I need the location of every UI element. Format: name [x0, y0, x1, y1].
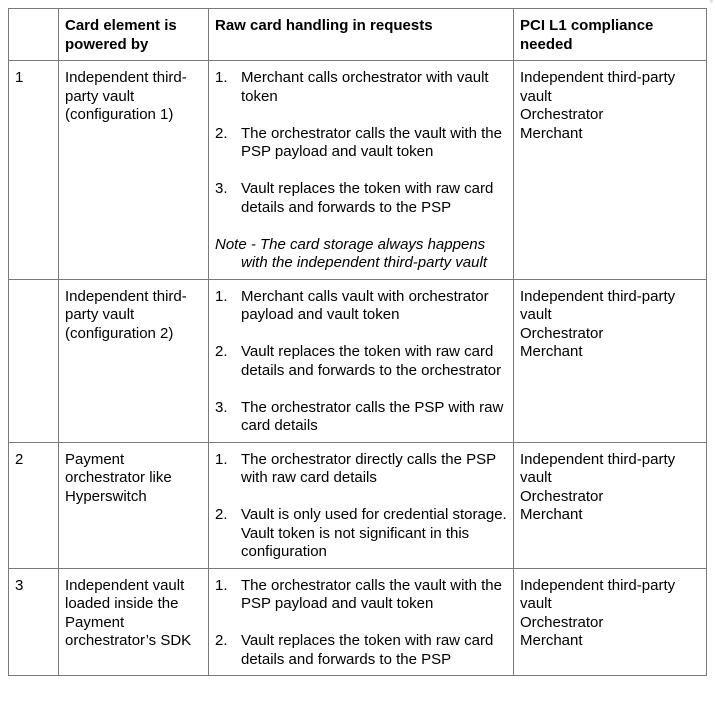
- step-text: Merchant calls orchestrator with vault token: [241, 69, 489, 105]
- raw-card-handling-cell: [209, 61, 514, 280]
- raw-card-handling-cell: [209, 279, 514, 442]
- raw-card-handling-cell: [209, 442, 514, 568]
- compliance-item: Orchestrator: [520, 324, 604, 342]
- header-index: [9, 9, 59, 61]
- compliance-item: Merchant: [520, 124, 583, 142]
- list-item: [215, 125, 507, 162]
- row-index: 3: [9, 568, 59, 676]
- row-index: 2: [9, 442, 59, 568]
- step-text: The orchestrator calls the vault with the PSP payload and vault token: [241, 124, 502, 160]
- compliance-cell: [514, 61, 707, 280]
- steps-list: [215, 451, 507, 562]
- steps-list: [215, 577, 507, 670]
- list-item: [215, 506, 507, 562]
- step-text: The orchestrator directly calls the PSP with raw card details: [241, 450, 496, 486]
- compliance-item: Orchestrator: [520, 487, 604, 505]
- step-text: Vault replaces the token with raw card details and forwards to the PSP: [241, 180, 494, 216]
- compliance-item: Independent third-party vault: [520, 450, 676, 486]
- table-row: [9, 279, 707, 442]
- step-text: Vault replaces the token with raw card details and forwards to the orchestrator: [241, 343, 502, 379]
- compliance-item: Independent third-party vault: [520, 287, 676, 323]
- step-number: 2.: [215, 343, 228, 360]
- note-text: Note - The card storage always happens with the independent third-party vault: [215, 235, 487, 271]
- powered-by-cell: Independent vault loaded inside the Payment orchestrator’s SDK: [59, 568, 209, 676]
- compliance-item: Independent third-party vault: [520, 576, 676, 612]
- powered-by-cell: Payment orchestrator like Hyperswitch: [59, 442, 209, 568]
- compliance-item: Merchant: [520, 506, 583, 523]
- compliance-item: Orchestrator: [520, 613, 604, 631]
- step-text: The orchestrator calls the PSP with raw card details: [241, 398, 504, 434]
- compliance-cell: [514, 568, 707, 676]
- compliance-cell: [514, 279, 707, 442]
- header-powered-by: Card element is powered by: [59, 9, 209, 61]
- list-item: [215, 632, 507, 669]
- list-item: [215, 343, 507, 380]
- steps-list: [215, 288, 507, 436]
- step-number: 1.: [215, 450, 228, 468]
- header-pci-compliance: PCI L1 compliance needed: [514, 9, 707, 61]
- step-number: 1.: [215, 287, 228, 305]
- list-item: [215, 288, 507, 325]
- compliance-item: Merchant: [520, 632, 583, 649]
- compliance-item: Independent third-party vault: [520, 69, 676, 105]
- list-item: [215, 577, 507, 614]
- powered-by-cell: Independent third-party vault (configuration 2): [59, 279, 209, 442]
- step-text: Vault is only used for credential storage. Vault token is not significant in this configuration: [241, 506, 507, 560]
- step-number: 3.: [215, 180, 228, 197]
- list-item: [215, 69, 507, 106]
- compliance-item: Orchestrator: [520, 106, 604, 123]
- row-index: 1: [9, 61, 59, 280]
- list-item: [215, 180, 507, 217]
- powered-by-cell: Independent third-party vault (configuration 1): [59, 61, 209, 280]
- step-text: Merchant calls vault with orchestrator payload and vault token: [241, 287, 489, 323]
- table-row: [9, 442, 707, 568]
- row-index: [9, 279, 59, 442]
- step-text: Vault replaces the token with raw card details and forwards to the PSP: [241, 632, 494, 668]
- step-number: 1.: [215, 69, 228, 86]
- table-row: [9, 568, 707, 676]
- table-row: [9, 61, 707, 280]
- step-text: The orchestrator calls the vault with the PSP payload and vault token: [241, 576, 502, 612]
- raw-card-handling-cell: [209, 568, 514, 676]
- compliance-cell: [514, 442, 707, 568]
- comparison-table: [8, 8, 707, 676]
- step-number: 2.: [215, 632, 228, 649]
- header-row: [9, 9, 707, 61]
- step-number: 1.: [215, 576, 228, 594]
- step-number: 2.: [215, 506, 228, 523]
- step-number: 2.: [215, 124, 228, 142]
- corner-mark: °: [709, 0, 713, 8]
- compliance-item: Merchant: [520, 343, 583, 360]
- list-item: [215, 399, 507, 436]
- list-item: [215, 451, 507, 488]
- steps-list: [215, 69, 507, 217]
- header-raw-card-handling: Raw card handling in requests: [209, 9, 514, 61]
- step-number: 3.: [215, 398, 228, 416]
